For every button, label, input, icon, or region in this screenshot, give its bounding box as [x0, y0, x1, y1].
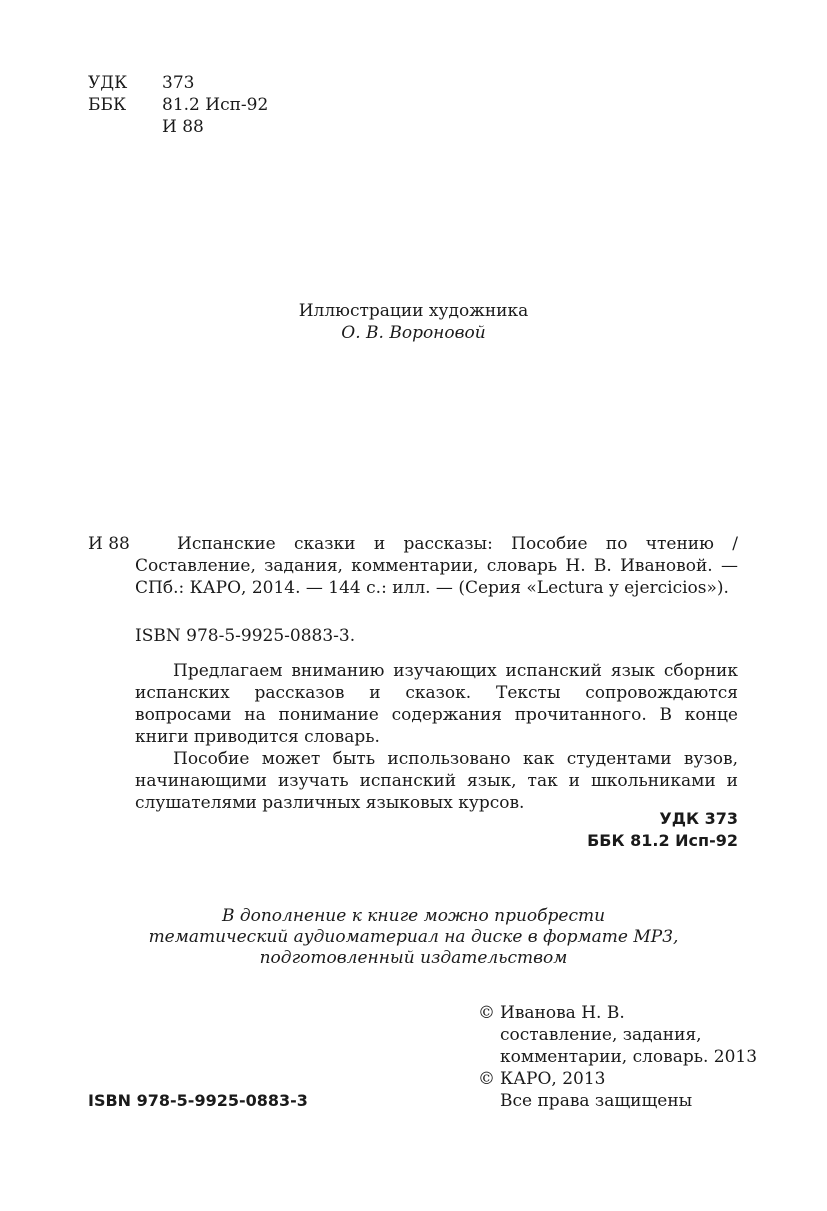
bbk-row — [88, 94, 268, 116]
copyright-block — [478, 1002, 757, 1112]
all-rights-reserved: Все права защищены — [500, 1091, 693, 1111]
copyright-author: Иванова Н. В. — [500, 1003, 625, 1023]
biblio-code: И 88 — [88, 534, 130, 554]
annotation-paragraph-2: Пособие может быть использовано как студентами вузов, начинающими изучать испанский язык, так и школьниками и слушателями различных языковых курсов. — [135, 749, 738, 813]
illustrator-credit — [0, 300, 827, 344]
udk-bold: УДК 373 — [659, 809, 738, 828]
audio-supplement-note — [0, 906, 827, 969]
copyright-author-role-1: составление, задания, — [500, 1025, 702, 1045]
author-sign-label — [88, 116, 162, 138]
copyright-symbol: © — [478, 1069, 495, 1089]
audio-note-line-1: В дополнение к книге можно приобрести — [221, 906, 606, 926]
classification-block — [88, 72, 268, 138]
udk-value: 373 — [162, 73, 195, 93]
classification-codes-bold — [587, 808, 738, 852]
udk-label: УДК — [88, 73, 128, 93]
author-sign-row — [88, 116, 268, 138]
biblio-isbn: ISBN 978-5-9925-0883-3. — [135, 626, 356, 646]
bbk-label: ББК — [88, 95, 127, 115]
copyright-publisher-line — [478, 1068, 757, 1090]
audio-note-line-3: подготовленный издательством — [259, 948, 568, 968]
bbk-value: 81.2 Исп-92 — [162, 95, 269, 115]
copyright-author-line — [478, 1002, 757, 1024]
audio-note-line-2: тематический аудиоматериал на диске в формате MP3, — [148, 927, 679, 947]
annotation — [135, 660, 738, 814]
copyright-author-role-2: комментарии, словарь. 2013 — [500, 1047, 758, 1067]
illustrator-label: Иллюстрации художника — [298, 301, 529, 321]
annotation-paragraph-1: Предлагаем вниманию изучающих испанский язык сборник испанских рассказов и сказок. Тексты сопровождаются вопросами на понимание содержания прочитанного. В конце книги приводится словарь. — [135, 661, 738, 747]
bbk-bold: ББК 81.2 Исп-92 — [587, 831, 738, 850]
copyright-symbol: © — [478, 1003, 495, 1023]
udk-row — [88, 72, 268, 94]
biblio-description: Испанские сказки и рассказы: Пособие по чтению / Составление, задания, комментарии, словарь Н. В. Ивановой. — СПб.: КАРО, 2014. — 144 с.: илл. — (Серия «Lectura y ejercicios»). — [135, 534, 738, 598]
illustrator-name: О. В. Вороновой — [341, 323, 486, 343]
author-sign-value: И 88 — [162, 117, 204, 137]
copyright-publisher: КАРО, 2013 — [500, 1069, 606, 1089]
isbn-bottom: ISBN 978-5-9925-0883-3 — [88, 1091, 308, 1110]
